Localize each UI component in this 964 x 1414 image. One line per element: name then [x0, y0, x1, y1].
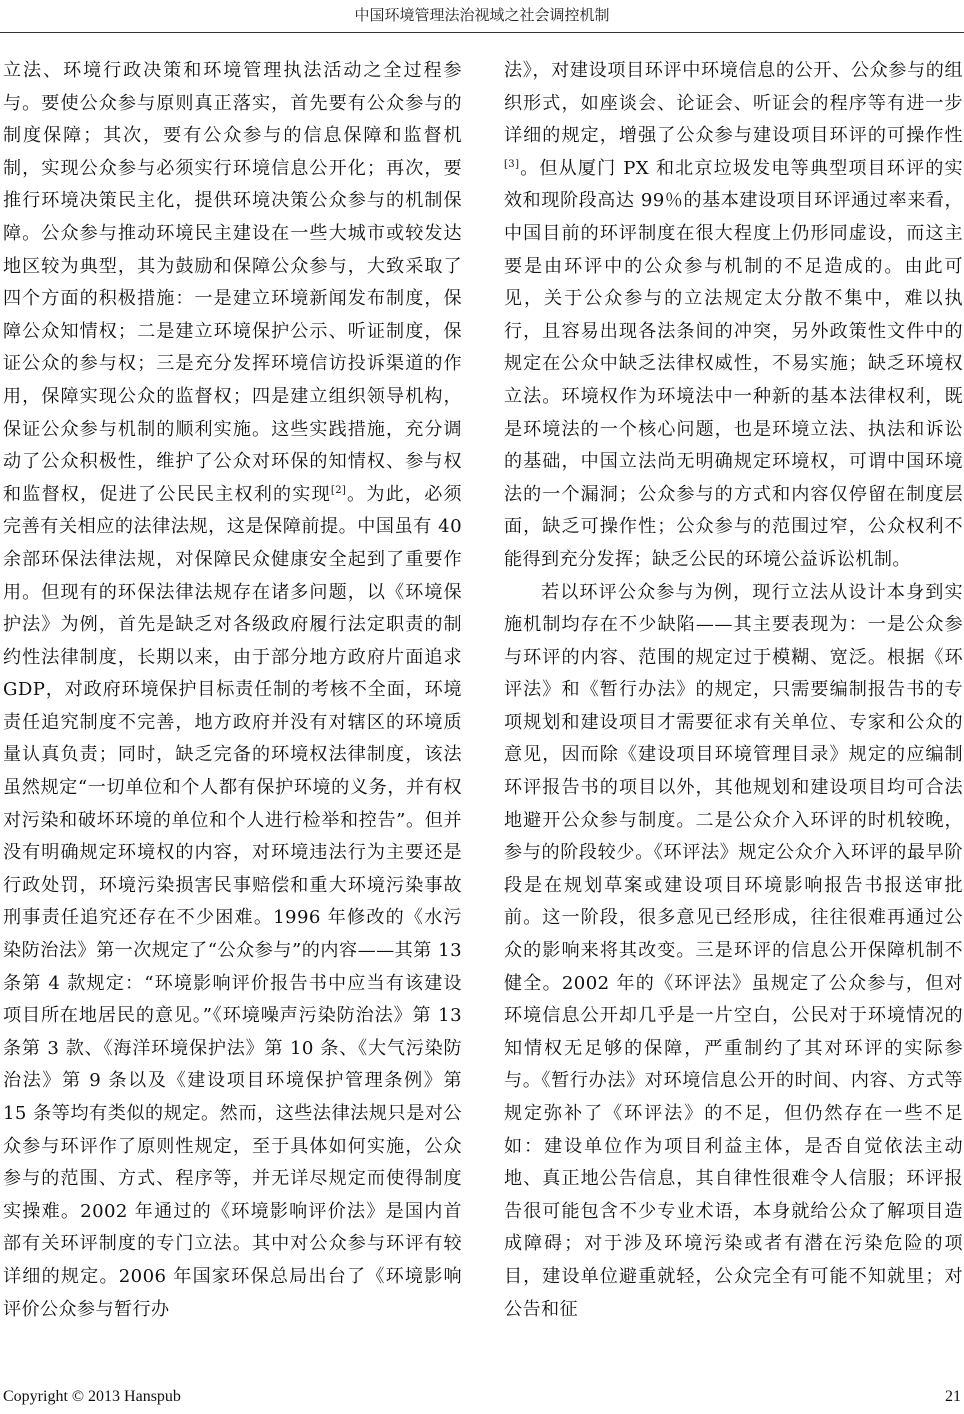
right-column [504, 55, 963, 1326]
body-paragraph [504, 55, 963, 577]
body-paragraph [504, 577, 963, 1327]
footer-copyright: Copyright © 2013 Hanspub [3, 1388, 181, 1405]
paragraph-text: 。为此，必须完善有关相应的法律法规，这是保障前提。中国虽有 40 余部环保法律法规，对保障民众健康安全起到了重要作用。但现有的环保法律法规存在诸多问题，以《环境保护法》为例，首先是缺乏对各级政府履行法定职责的制约性法律制度，长期以来，由于部分地方政府片面追求 GDP，对政府环境保护目标责任制的考核不全面，环境责任追究制度不完善，地方政府并没有对辖区的环境质量认真负责；同时，缺乏完备的环境权法律制度，该法虽然规定“一切单位和个人都有保护环境的义务，并有权对污染和破坏环境的单位和个人进行检举和控告”。但并没有明确规定环境权的内容，对环境违法行为主要还是行政处罚，环境污染损害民事赔偿和重大环境污染事故刑事责任追究还存在不少困难。1996 年修改的《水污染防治法》第一次规定了“公众参与”的内容——其第 13 条第 4 款规定：“环境影响评价报告书中应当有该建设项目所在地居民的意见。”《环境噪声污染防治法》第 13 条第 3 款、《海洋环境保护法》第 10 条、《大气污染防治法》第 9 条以及《建设项目环境保护管理条例》第 15 条等均有类似的规定。然而，这些法律法规只是对公众参与环评作了原则性规定，至于具体如何实施，公众参与的范围、方式、程序等，并无详尽规定而使得制度实操难。2002 年通过的《环境影响评价法》是国内首部有关环评制度的专门立法。其中对公众参与环评有较详细的规定。2006 年国家环保总局出台了《环境影响评价公众参与暂行办 [3, 483, 462, 1320]
citation-ref: [2] [330, 484, 347, 496]
left-column [3, 55, 462, 1326]
page-number: 21 [945, 1388, 961, 1405]
running-header: 中国环境管理法治视域之社会调控机制 [354, 6, 610, 24]
body-paragraph [3, 55, 462, 1326]
header-rule [0, 32, 964, 33]
paragraph-text: 立法、环境行政决策和环境管理执法活动之全过程参与。要使公众参与原则真正落实，首先要有公众参与的制度保障；其次，要有公众参与的信息保障和监督机制，实现公众参与必须实行环境信息公开化；再次，要推行环境决策民主化，提供环境决策公众参与的机制保障。公众参与推动环境民主建设在一些大城市或较发达地区较为典型，其为鼓励和保障公众参与，大致采取了四个方面的积极措施：一是建立环境新闻发布制度，保障公众知情权；二是建立环境保护公示、听证制度，保证公众的参与权；三是充分发挥环境信访投诉渠道的作用，保障实现公众的监督权；四是建立组织领导机构，保证公众参与机制的顺利实施。这些实践措施，充分调动了公众积极性，维护了公众对环保的知情权、参与权和监督权，促进了公民民主权利的实现 [3, 60, 462, 505]
paragraph-text: 法》，对建设项目环评中环境信息的公开、公众参与的组织形式，如座谈会、论证会、听证会的程序等有进一步详细的规定，增强了公众参与建设项目环评的可操作性 [504, 60, 963, 147]
paragraph-text: 若以环评公众参与为例，现行立法从设计本身到实施机制均存在不少缺陷——其主要表现为：一是公众参与环评的内容、范围的规定过于模糊、宽泛。根据《环评法》和《暂行办法》的规定，只需要编制报告书的专项规划和建设项目才需要征求有关单位、专家和公众的意见，因而除《建设项目环境管理目录》规定的应编制环评报告书的项目以外，其他规划和建设项目均可合法地避开公众参与制度。二是公众介入环评的时机较晚，参与的阶段较少。《环评法》规定公众介入环评的最早阶段是在规划草案或建设项目环境影响报告书报送审批前。这一阶段，很多意见已经形成，往往很难再通过公众的影响来将其改变。三是环评的信息公开保障机制不健全。2002 年的《环评法》虽规定了公众参与，但对环境信息公开却几乎是一片空白，公民对于环境情况的知情权无足够的保障，严重制约了其对环评的实际参与。《暂行办法》对环境信息公开的时间、内容、方式等规定弥补了《环评法》的不足，但仍然存在一些不足如：建设单位作为项目利益主体，是否自觉依法主动地、真正地公告信息，其自律性很难令人信服；环评报告很可能包含不少专业术语，本身就给公众了解项目造成障碍；对于涉及环境污染或者有潜在污染危险的项目，建设单位避重就轻，公众完全有可能不知就里；对公告和征 [504, 581, 963, 1320]
citation-ref: [3] [504, 158, 520, 170]
paragraph-text: 。但从厦门 PX 和北京垃圾发电等典型项目环评的实效和现阶段高达 99％的基本建设项目环评通过率来看，中国目前的环评制度在很大程度上仍形同虚设，而这主要是由环评中的公众参与机制的不足造成的。由此可见，关于公众参与的立法规定太分散不集中，难以执行，且容易出现各法条间的冲突，另外政策性文件中的规定在公众中缺乏法律权威性，不易实施；缺乏环境权立法。环境权作为环境法中一种新的基本法律权利，既是环境法的一个核心问题，也是环境立法、执法和诉讼的基础，中国立法尚无明确规定环境权，可谓中国环境法的一个漏洞；公众参与的方式和内容仅停留在制度层面，缺乏可操作性；公众参与的范围过窄，公众权利不能得到充分发挥；缺乏公民的环境公益诉讼机制。 [504, 157, 963, 570]
